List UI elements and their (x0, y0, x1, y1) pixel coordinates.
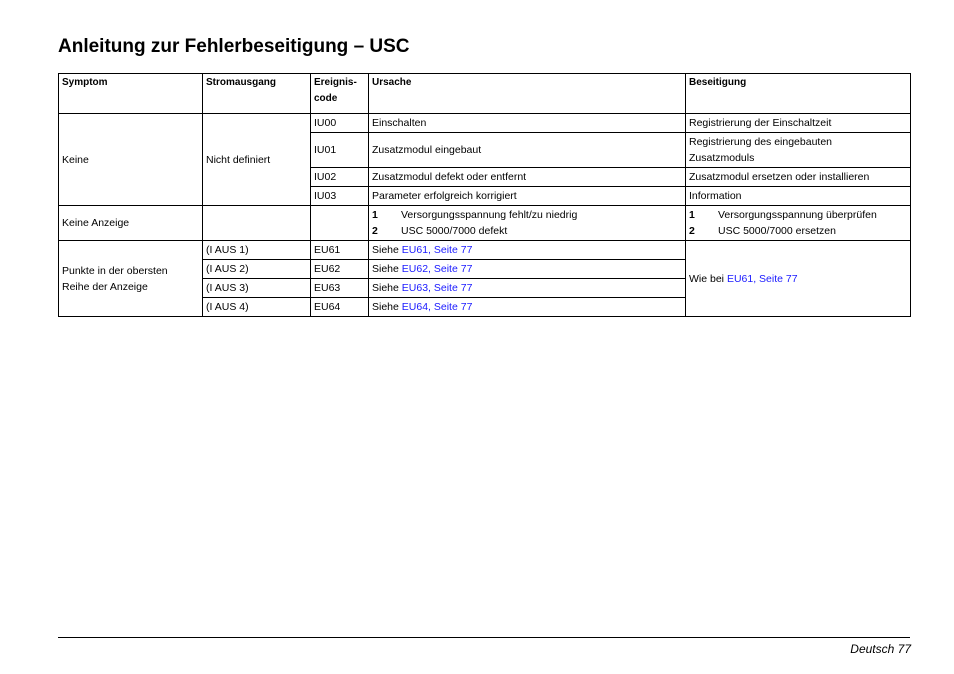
cause-cell (369, 206, 686, 241)
eu62-link[interactable]: EU62, Seite 77 (401, 263, 473, 275)
cause-cell: Einschalten (369, 114, 686, 133)
header-fix: Beseitigung (686, 74, 911, 114)
header-output: Stromausgang (203, 74, 311, 114)
list-item: 1 Versorgungsspannung überprüfen (689, 209, 877, 221)
cause-cell: Siehe EU64, Seite 77 (369, 298, 686, 317)
output-cell (203, 206, 311, 241)
code-cell: EU62 (311, 260, 369, 279)
table-header-row (59, 74, 911, 114)
cause-cell: Parameter erfolgreich korrigiert (369, 187, 686, 206)
output-cell: (I AUS 4) (203, 298, 311, 317)
symptom-cell: Keine (59, 114, 203, 206)
header-code: Ereignis- code (311, 74, 369, 114)
eu61-link[interactable]: EU61, Seite 77 (726, 272, 798, 285)
troubleshooting-table (58, 73, 911, 317)
list-item: 2 USC 5000/7000 defekt (372, 225, 508, 237)
table-row (59, 206, 911, 241)
output-cell: Nicht definiert (203, 114, 311, 206)
list-item: 1 Versorgungsspannung fehlt/zu niedrig (372, 209, 578, 221)
cause-cell: Zusatzmodul defekt oder entfernt (369, 168, 686, 187)
code-cell: EU63 (311, 279, 369, 298)
output-cell: (I AUS 3) (203, 279, 311, 298)
code-cell: EU64 (311, 298, 369, 317)
eu63-link[interactable]: EU63, Seite 77 (401, 282, 473, 294)
table-row (59, 114, 911, 133)
code-cell: IU03 (311, 187, 369, 206)
fix-cell: Registrierung der Einschaltzeit (686, 114, 911, 133)
list-item: 2 USC 5000/7000 ersetzen (689, 225, 836, 237)
page-footer: Deutsch 77 (850, 642, 911, 656)
table-row (59, 241, 911, 260)
page-title: Anleitung zur Fehlerbeseitigung – USC (58, 36, 410, 57)
eu64-link[interactable]: EU64, Seite 77 (401, 301, 473, 313)
symptom-cell: Keine Anzeige (59, 206, 203, 241)
eu61-link[interactable]: EU61, Seite 77 (401, 244, 473, 256)
fix-cell: Information (686, 187, 911, 206)
header-symptom: Symptom (59, 74, 203, 114)
cause-cell: Siehe EU61, Seite 77 (369, 241, 686, 260)
code-cell: EU61 (311, 241, 369, 260)
code-cell: IU00 (311, 114, 369, 133)
code-cell: IU01 (311, 133, 369, 168)
output-cell: (I AUS 1) (203, 241, 311, 260)
cause-cell: Siehe EU63, Seite 77 (369, 279, 686, 298)
fix-cell: Registrierung des eingebauten Zusatzmoduls (686, 133, 911, 168)
code-cell (311, 206, 369, 241)
footer-divider (58, 637, 910, 638)
fix-cell: Wie bei EU61, Seite 77 (686, 241, 911, 317)
fix-cell (686, 206, 911, 241)
output-cell: (I AUS 2) (203, 260, 311, 279)
cause-cell: Zusatzmodul eingebaut (369, 133, 686, 168)
symptom-cell: Punkte in der obersten Reihe der Anzeige (59, 241, 203, 317)
cause-cell: Siehe EU62, Seite 77 (369, 260, 686, 279)
code-cell: IU02 (311, 168, 369, 187)
fix-cell: Zusatzmodul ersetzen oder installieren (686, 168, 911, 187)
header-cause: Ursache (369, 74, 686, 114)
